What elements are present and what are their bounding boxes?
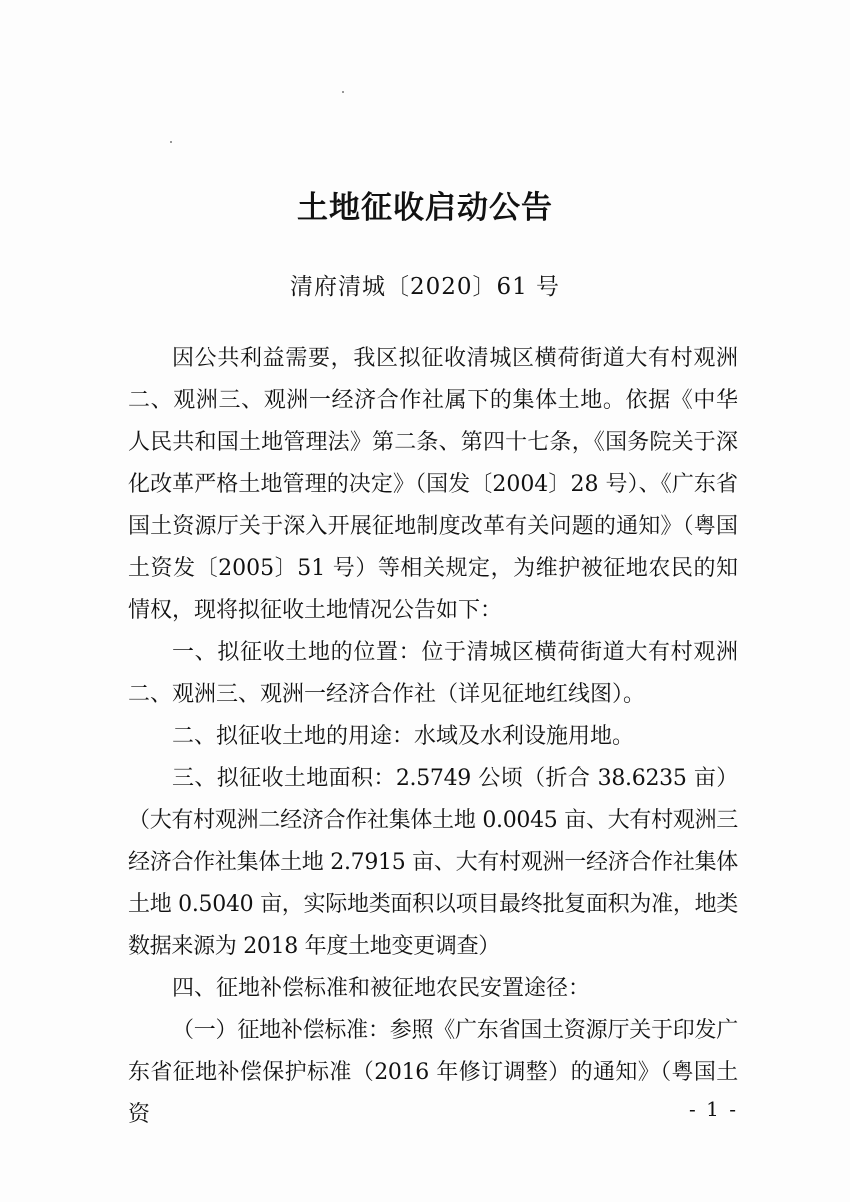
- document-title: 土地征收启动公告: [297, 190, 553, 226]
- paragraph-compensation-standard: （一）征地补偿标准：参照《广东省国土资源厅关于印发广东省征地补偿保护标准（2016 年修订调整）的通知》（粤国土资: [128, 1018, 738, 1127]
- paragraph-compensation-heading: 四、征地补偿标准和被征地农民安置途径：: [172, 976, 591, 1001]
- document-number: 清府清城〔2020〕61 号: [289, 274, 561, 300]
- scan-speck: [342, 91, 344, 93]
- paragraph-purpose: 二、拟征收土地的用途：水域及水利设施用地。: [172, 724, 635, 749]
- scan-speck: [170, 141, 172, 143]
- paragraph-area: 三、拟征收土地面积：2.5749 公顷（折合 38.6235 亩）（大有村观洲二经济合作社集体土地 0.0045 亩、大有村观洲三经济合作社集体土地 2.7915 亩、大有村观洲一经济合作社集体土地 0.5040 亩，实际地类面积以项目最终批复面积为准，地类数据来源为 2018 年度土地变更调查）: [128, 766, 738, 959]
- paragraph-location: 一、拟征收土地的位置：位于清城区横荷街道大有村观洲二、观洲三、观洲一经济合作社（详见征地红线图）。: [128, 640, 738, 707]
- paragraph-intro: 因公共利益需要，我区拟征收清城区横荷街道大有村观洲二、观洲三、观洲一经济合作社属下的集体土地。依据《中华人民共和国土地管理法》第二条、第四十七条，《国务院关于深化改革严格土地管理的决定》（国发〔2004〕28 号）、《广东省国土资源厅关于深入开展征地制度改革有关问题的通知》（粤国土资发〔2005〕51 号）等相关规定，为维护被征地农民的知情权，现将拟征收土地情况公告如下：: [128, 346, 738, 623]
- page-number: - 1 -: [689, 1097, 738, 1121]
- document-body: [128, 338, 738, 1136]
